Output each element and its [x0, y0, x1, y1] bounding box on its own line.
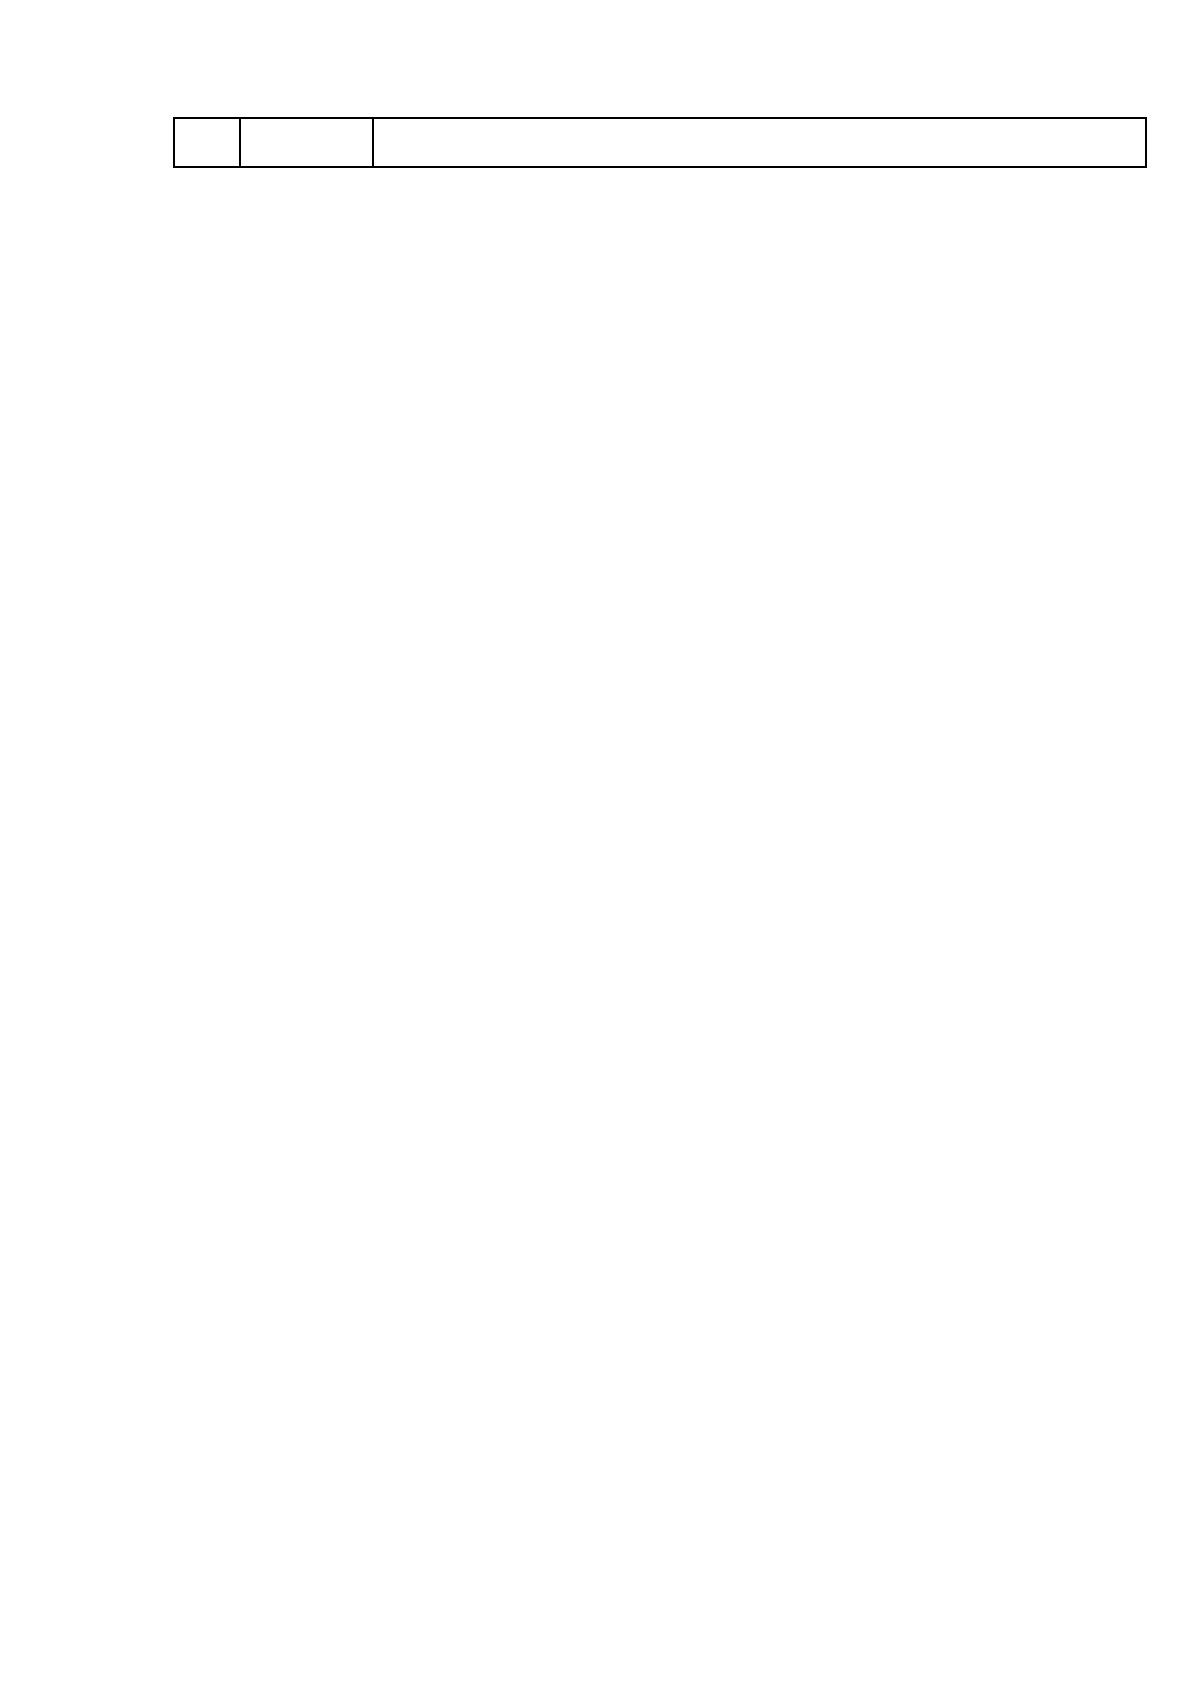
section-empty-cell: [240, 118, 373, 167]
section-title: [373, 118, 1146, 167]
tariff-table: [173, 117, 1147, 168]
section-header-row: [174, 118, 1146, 167]
section-number: [174, 118, 240, 167]
section-header-body: [174, 118, 1146, 167]
